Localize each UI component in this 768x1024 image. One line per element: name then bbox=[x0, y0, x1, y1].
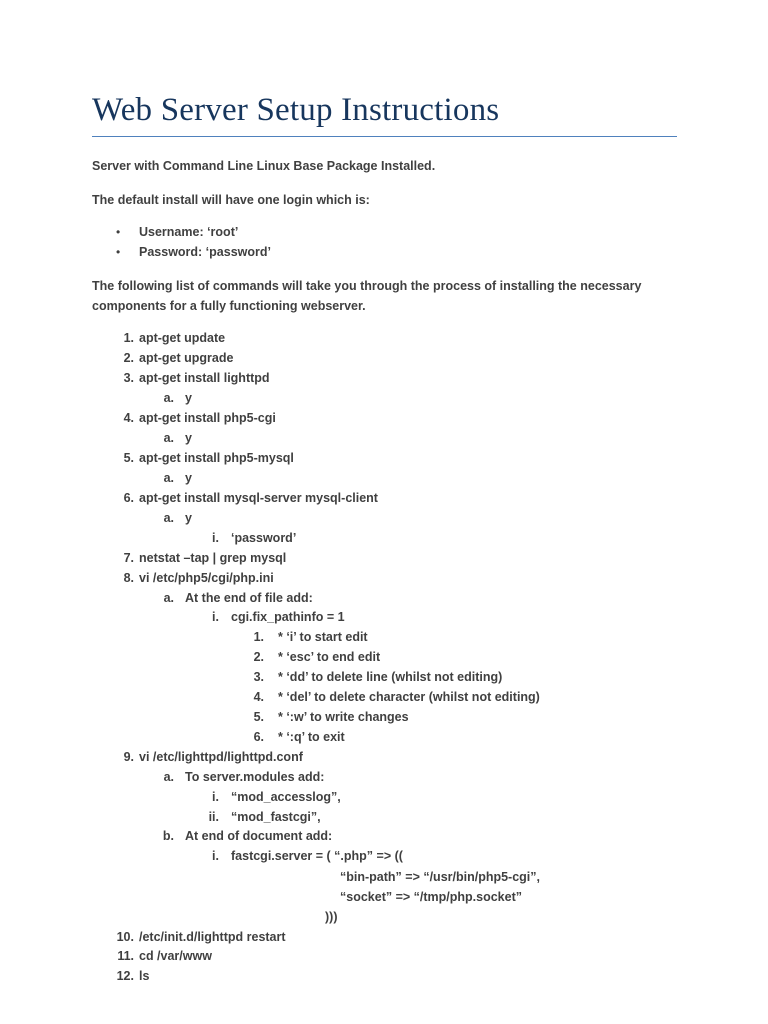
step-marker: 12. bbox=[116, 969, 134, 983]
step-text: cgi.fix_pathinfo = 1 bbox=[231, 610, 345, 624]
step-text: /etc/init.d/lighttpd restart bbox=[139, 930, 286, 944]
step-marker: 9. bbox=[123, 750, 134, 764]
step-text: ‘password’ bbox=[231, 531, 297, 545]
step-text: * ‘del’ to delete character (whilst not editing) bbox=[278, 690, 540, 704]
step-text: “socket” => “/tmp/php.socket” bbox=[340, 890, 522, 904]
step-text: ls bbox=[139, 969, 150, 983]
step-marker: i. bbox=[212, 790, 219, 804]
step-marker: 4. bbox=[123, 411, 134, 425]
step-text: y bbox=[185, 391, 192, 405]
step-text: cd /var/www bbox=[139, 949, 212, 963]
step-text: y bbox=[185, 471, 192, 485]
step-marker: i. bbox=[212, 849, 219, 863]
step-marker: 5. bbox=[123, 451, 134, 465]
step-marker: a. bbox=[163, 511, 174, 525]
step-text: * ‘:q’ to exit bbox=[278, 730, 345, 744]
step-text: fastcgi.server = ( “.php” => (( bbox=[231, 849, 403, 863]
step-text: apt-get update bbox=[139, 331, 226, 345]
step-marker: 6. bbox=[123, 491, 134, 505]
step-marker: a. bbox=[163, 770, 174, 784]
step-marker: a. bbox=[163, 431, 174, 445]
step-marker: 7. bbox=[123, 551, 134, 565]
page-title: Web Server Setup Instructions bbox=[92, 92, 500, 128]
step-marker: 4. bbox=[253, 690, 264, 704]
step-marker: ii. bbox=[208, 810, 219, 824]
step-text: y bbox=[185, 511, 192, 525]
step-marker: a. bbox=[163, 391, 174, 405]
step-text: apt-get upgrade bbox=[139, 351, 234, 365]
step-text: At the end of file add: bbox=[185, 591, 313, 605]
step-marker: a. bbox=[163, 591, 174, 605]
step-text: y bbox=[185, 431, 192, 445]
step-marker: 3. bbox=[123, 371, 134, 385]
step-marker: a. bbox=[163, 471, 174, 485]
step-text: * ‘:w’ to write changes bbox=[278, 710, 409, 724]
step-text: To server.modules add: bbox=[185, 770, 325, 784]
title-underline bbox=[92, 136, 677, 137]
step-marker: 1. bbox=[123, 331, 134, 345]
step-text: * ‘dd’ to delete line (whilst not editing) bbox=[278, 670, 503, 684]
step-text: apt-get install php5-mysql bbox=[139, 451, 294, 465]
step-text: netstat –tap | grep mysql bbox=[139, 551, 287, 565]
step-marker: i. bbox=[212, 610, 219, 624]
step-text: * ‘esc’ to end edit bbox=[278, 650, 381, 664]
step-marker: i. bbox=[212, 531, 219, 545]
step-marker: 10. bbox=[116, 930, 134, 944]
step-marker: 2. bbox=[253, 650, 264, 664]
step-text: * ‘i’ to start edit bbox=[278, 630, 368, 644]
step-text: apt-get install lighttpd bbox=[139, 371, 270, 385]
step-marker: 5. bbox=[253, 710, 264, 724]
step-text: apt-get install php5-cgi bbox=[139, 411, 276, 425]
intro-text: Server with Command Line Linux Base Package Installed. bbox=[92, 159, 436, 173]
step-marker: b. bbox=[162, 829, 174, 843]
step-marker: 3. bbox=[253, 670, 264, 684]
step-text: “bin-path” => “/usr/bin/php5-cgi”, bbox=[340, 870, 541, 884]
step-marker: 6. bbox=[253, 730, 264, 744]
step-text: At end of document add: bbox=[185, 829, 333, 843]
step-marker: 8. bbox=[123, 571, 134, 585]
step-text: “mod_fastcgi”, bbox=[231, 810, 321, 824]
step-text: vi /etc/php5/cgi/php.ini bbox=[139, 571, 274, 585]
bullet-dot: • bbox=[116, 225, 121, 239]
step-marker: 11. bbox=[117, 949, 134, 963]
credential-password: Password: ‘password’ bbox=[139, 245, 271, 259]
bullet-dot: • bbox=[116, 245, 121, 259]
step-marker: 2. bbox=[123, 351, 134, 365]
process-intro-line-1: The following list of commands will take you through the process of installing the necessary bbox=[92, 279, 642, 293]
step-text: “mod_accesslog”, bbox=[231, 790, 341, 804]
step-text: vi /etc/lighttpd/lighttpd.conf bbox=[139, 750, 303, 764]
process-intro-line-2: components for a fully functioning webserver. bbox=[92, 299, 366, 313]
credential-username: Username: ‘root’ bbox=[139, 225, 239, 239]
step-text: apt-get install mysql-server mysql-client bbox=[139, 491, 378, 505]
step-text: ))) bbox=[325, 910, 338, 924]
step-marker: 1. bbox=[253, 630, 264, 644]
login-intro-text: The default install will have one login which is: bbox=[92, 193, 370, 207]
